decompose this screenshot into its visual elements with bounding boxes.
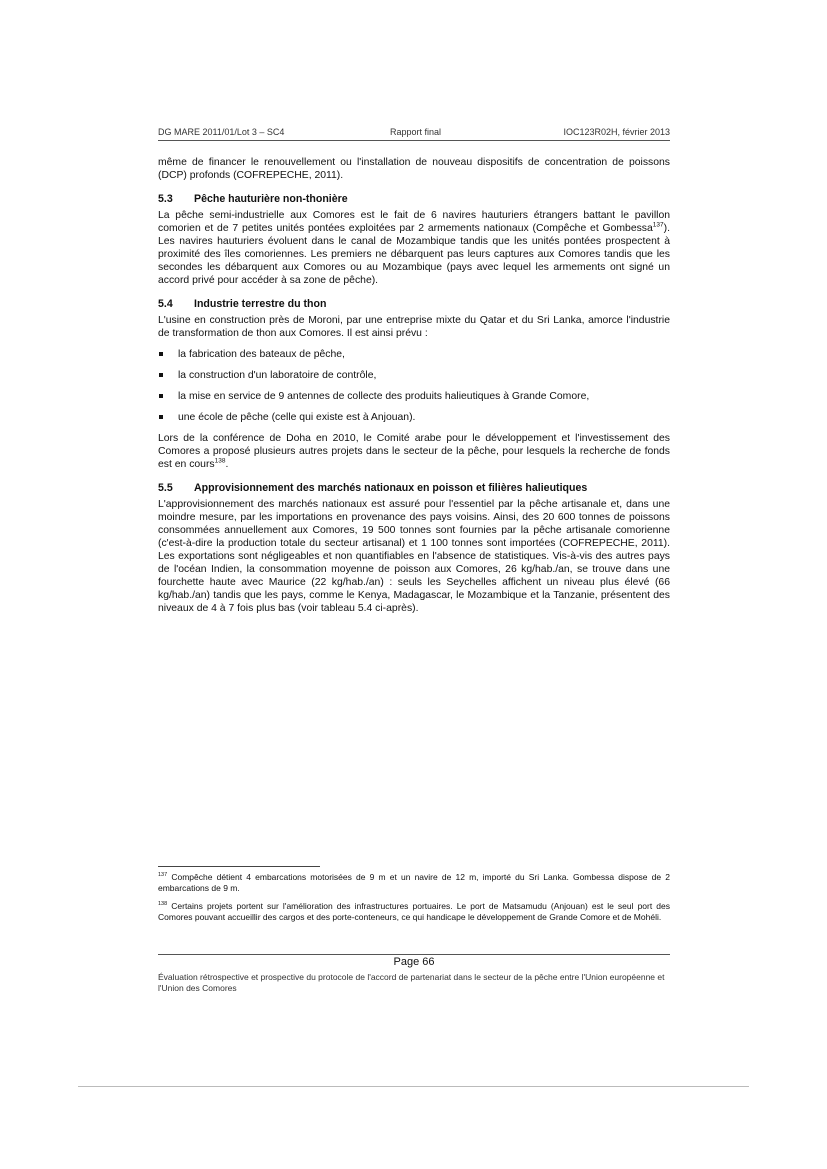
section-5-5-paragraph: L'approvisionnement des marchés nationaux est assuré pour l'essentiel par la pêche artisanale et, dans une moindre mesure, par les importations en provenance des pays voisins. Ainsi, des 20 600 tonnes de poissons consommées annuellement aux Comores, 19 500 tonnes sont fournies par la pêche artisanale comorienne (c'est-à-dire la production totale du secteur artisanal) et 1 100 tonnes sont importées (COFREPECHE, 2011). Les exportations sont négligeables et non quantifiables en l'absence de statistiques. Vis-à-vis des autres pays de l'océan Indien, la consommation moyenne de poisson aux Comores, 26 kg/hab./an, se trouve dans une fourchette haute avec Maurice (22 kg/hab./an) : seuls les Seychelles affichent un niveau plus élevé (66 kg/hab./an) tandis que les pays, comme le Kenya, Madagascar, le Mozambique et la Tanzanie, présentent des niveaux de 4 à 7 fois plus bas (voir tableau 5.4 ci-après).	[158, 499, 670, 614]
section-title: Approvisionnement des marchés nationaux en poisson et filières halieutiques	[194, 482, 588, 494]
list-item	[158, 348, 670, 361]
page-number: Page 66	[393, 956, 435, 968]
document-body	[158, 156, 670, 625]
section-number: 5.4	[158, 298, 173, 310]
text-run: Lors de la conférence de Doha en 2010, le Comité arabe pour le développement et l'investissement des Comores a proposé plusieurs autres projets dans le secteur de la pêche, pour lesquels la recherche de fonds est en cours	[158, 433, 670, 470]
text-run: ). Les navires hauturiers évoluent dans le canal de Mozambique tandis que les unités pontées prospectent à proximité des îles comoriennes. Les premiers ne débarquent pas leurs captures aux Comores tandis que les secondes les débarquent aux Comores ou au Mozambique (pays avec lequel les armements ont signé un accord privé pour accéder à sa zone de pêche).	[158, 223, 670, 286]
section-title: Pêche hauturière non-thonière	[194, 193, 348, 205]
footnote-137	[158, 872, 670, 894]
header-right: IOC123R02H, février 2013	[563, 127, 670, 137]
section-heading-5-3	[158, 192, 670, 206]
page-bottom-divider	[78, 1086, 749, 1087]
text-run: .	[225, 459, 229, 470]
section-number: 5.3	[158, 193, 173, 205]
footnotes	[158, 872, 670, 930]
list-item	[158, 369, 670, 382]
footnote-text: Certains projets portent sur l'amélioration des infrastructures portuaires. Le port de Matsamudu (Anjouan) est le seul port des Comores pouvant accueillir des cargos et des porte-conteneurs, ce qui handicape le développement de Grande Comore et de Mohéli.	[158, 901, 670, 922]
header-center: Rapport final	[390, 127, 442, 137]
section-heading-5-4	[158, 297, 670, 311]
footnote-reference[interactable]: 137	[652, 221, 664, 229]
list-item-text: une école de pêche (celle qui existe est à Anjouan).	[178, 412, 416, 423]
square-bullet-icon	[159, 373, 163, 377]
list-item-text: la construction d'un laboratoire de contrôle,	[178, 370, 377, 381]
footnote-number: 137	[158, 872, 168, 879]
square-bullet-icon	[159, 415, 163, 419]
list-item	[158, 390, 670, 403]
text-run: La pêche semi-industrielle aux Comores est le fait de 6 navires hauturiers étrangers battant le pavillon comorien et de 7 petites unités pontées exploitées par 2 armements nationaux (Compêche et Gombessa	[158, 210, 670, 234]
intro-paragraph: même de financer le renouvellement ou l'installation de nouveau dispositifs de concentration de poissons (DCP) profonds (COFREPECHE, 2011).	[158, 157, 670, 181]
section-number: 5.5	[158, 482, 173, 494]
section-heading-5-5	[158, 481, 670, 495]
section-5-4-paragraph-1: L'usine en construction près de Moroni, par une entreprise mixte du Qatar et du Sri Lanka, amorce l'industrie de transformation de thon aux Comores. Il est ainsi prévu :	[158, 315, 670, 339]
list-item	[158, 411, 670, 424]
footnote-text: Compêche détient 4 embarcations motorisées de 9 m et un navire de 12 m, importé du Sri Lanka. Gombessa dispose de 2 embarcations de 9 m.	[158, 872, 670, 893]
page-header	[158, 126, 670, 141]
footer-title: Évaluation rétrospective et prospective du protocole de l'accord de partenariat dans le secteur de la pêche entre l'Union européenne et l'Union des Comores	[158, 972, 665, 993]
section-5-4-paragraph-2	[158, 432, 670, 471]
footnote-separator	[158, 866, 320, 867]
footnote-reference[interactable]: 138	[214, 457, 226, 465]
header-left: DG MARE 2011/01/Lot 3 – SC4	[158, 127, 285, 137]
list-item-text: la mise en service de 9 antennes de collecte des produits halieutiques à Grande Comore,	[178, 391, 590, 402]
footnote-138	[158, 901, 670, 923]
square-bullet-icon	[159, 394, 163, 398]
footer-separator	[158, 954, 670, 955]
section-5-3-paragraph	[158, 209, 670, 287]
bullet-list	[158, 348, 670, 424]
section-title: Industrie terrestre du thon	[194, 298, 327, 310]
square-bullet-icon	[159, 352, 163, 356]
list-item-text: la fabrication des bateaux de pêche,	[178, 349, 345, 360]
footnote-number: 138	[158, 901, 168, 908]
